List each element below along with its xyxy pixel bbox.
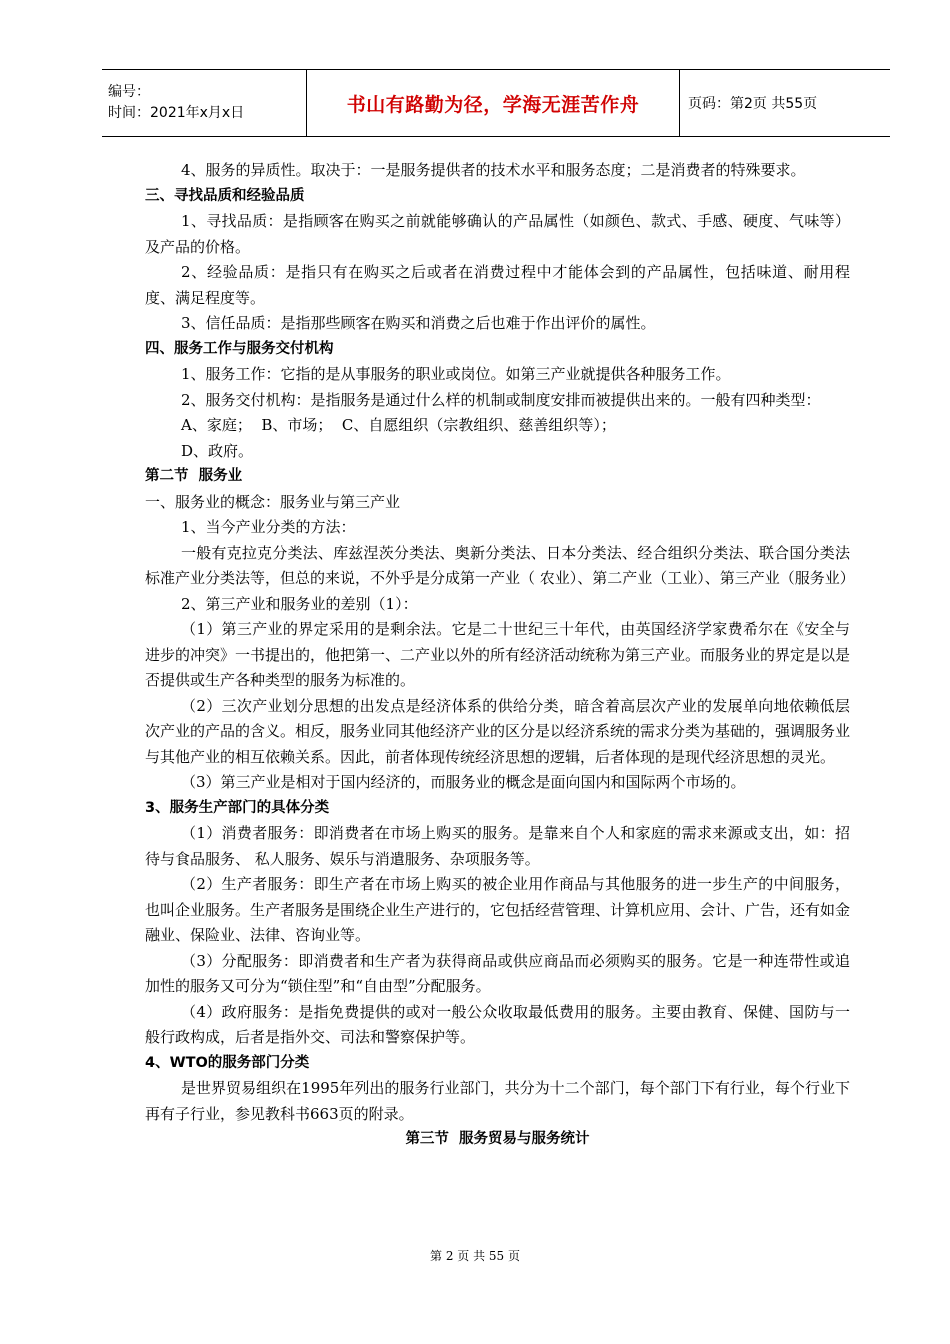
- section-heading: 3、服务生产部门的具体分类: [145, 799, 330, 816]
- paragraph: （4）政府服务：是指免费提供的或对一般公众收取最低费用的服务。主要由教育、保健、国防与一般行政构成，后者是指外交、司法和警察保护等。: [145, 1002, 850, 1046]
- paragraph: 一般有克拉克分类法、库兹涅茨分类法、奥新分类法、日本分类法、经合组织分类法、联合国分类法标准产业分类法等，但总的来说，不外乎是分成第一产业（ 农业）、第二产业（工业）、第三产业（服务业）: [145, 543, 855, 587]
- page-header: [102, 69, 890, 137]
- paragraph: （3）第三产业是相对于国内经济的，而服务业的概念是面向国内和国际两个市场的。: [181, 773, 746, 791]
- paragraph: 1、服务工作：它指的是从事服务的职业或岗位。如第三产业就提供各种服务工作。: [181, 365, 731, 383]
- paragraph: 1、寻找品质：是指顾客在购买之前就能够确认的产品属性（如颜色、款式、手感、硬度、气味等）及产品的价格。: [145, 212, 850, 256]
- serial-label: 编号：: [108, 84, 150, 100]
- time-label: 时间：2021年x月x日: [108, 105, 245, 121]
- section-heading: 第二节 服务业: [145, 468, 243, 484]
- paragraph: 2、服务交付机构：是指服务是通过什么样的机制或制度安排而被提供出来的。一般有四种类型：: [181, 390, 821, 409]
- section-heading: 三、寻找品质和经验品质: [145, 187, 305, 204]
- paragraph: D、政府。: [181, 441, 254, 460]
- paragraph: 2、第三产业和服务业的差别（1）：: [181, 594, 418, 613]
- page-footer: 第 2 页 共 55 页: [430, 1249, 520, 1263]
- paragraph: 4、服务的异质性。取决于：一是服务提供者的技术水平和服务态度；二是消费者的特殊要求。: [181, 161, 806, 179]
- paragraph: （2）生产者服务：即生产者在市场上购买的被企业用作商品与其他服务的进一步生产的中间服务，也叫企业服务。生产者服务是围绕企业生产进行的，它包括经营管理、计算机应用、会计、广告，还有如金融业、保险业、法律、咨询业等。: [145, 875, 851, 944]
- paragraph: A、家庭； B、市场； C、自愿组织（宗教组织、慈善组织等）；: [181, 416, 616, 434]
- paragraph: （3）分配服务：即消费者和生产者为获得商品或供应商品而必须购买的服务。它是一种连带性或追加性的服务又可分为“锁住型”和“自由型”分配服务。: [145, 951, 850, 995]
- paragraph: 2、经验品质：是指只有在购买之后或者在消费过程中才能体会到的产品属性，包括味道、耐用程度、满足程度等。: [145, 263, 850, 307]
- document-body: [145, 158, 855, 1153]
- header-meta: [102, 70, 306, 136]
- paragraph: 是世界贸易组织在1995年列出的服务行业部门，共分为十二个部门，每个部门下有行业，每个行业下再有子行业，参见教科书663页的附录。: [145, 1079, 850, 1123]
- header-motto: 书山有路勤为径，学海无涯苦作舟: [306, 70, 680, 136]
- paragraph: （1）第三产业的界定采用的是剩余法。它是二十世纪三十年代，由英国经济学家费希尔在《安全与进步的冲突》一书提出的，他把第一、二产业以外的所有经济活动统称为第三产业。而服务业的界定是以是否提供或生产各种类型的服务为标准的。: [145, 620, 851, 689]
- paragraph: 一、服务业的概念：服务业与第三产业: [145, 492, 401, 511]
- paragraph: （2）三次产业划分思想的出发点是经济体系的供给分类，暗含着高层次产业的发展单向地依赖低层次产业的产品的含义。相反，服务业同其他经济产业的区分是以经济系统的需求分类为基础的，强调服务业与其他产业的相互依赖关系。因此，前者体现传统经济思想的逻辑，后者体现的是现代经济思想的灵光。: [145, 696, 851, 766]
- section-heading: 第三节 服务贸易与服务统计: [405, 1131, 590, 1147]
- section-heading: 4、WTO的服务部门分类: [145, 1054, 310, 1071]
- paragraph: 1、当今产业分类的方法：: [181, 518, 356, 536]
- paragraph: （1）消费者服务：即消费者在市场上购买的服务。是靠来自个人和家庭的需求来源或支出，如：招待与食品服务、 私人服务、娱乐与消遣服务、杂项服务等。: [145, 824, 850, 868]
- paragraph: 3、信任品质：是指那些顾客在购买和消费之后也难于作出评价的属性。: [181, 314, 656, 332]
- header-page-label: 页码：第2页 共55页: [688, 96, 818, 112]
- section-heading: 四、服务工作与服务交付机构: [145, 340, 334, 357]
